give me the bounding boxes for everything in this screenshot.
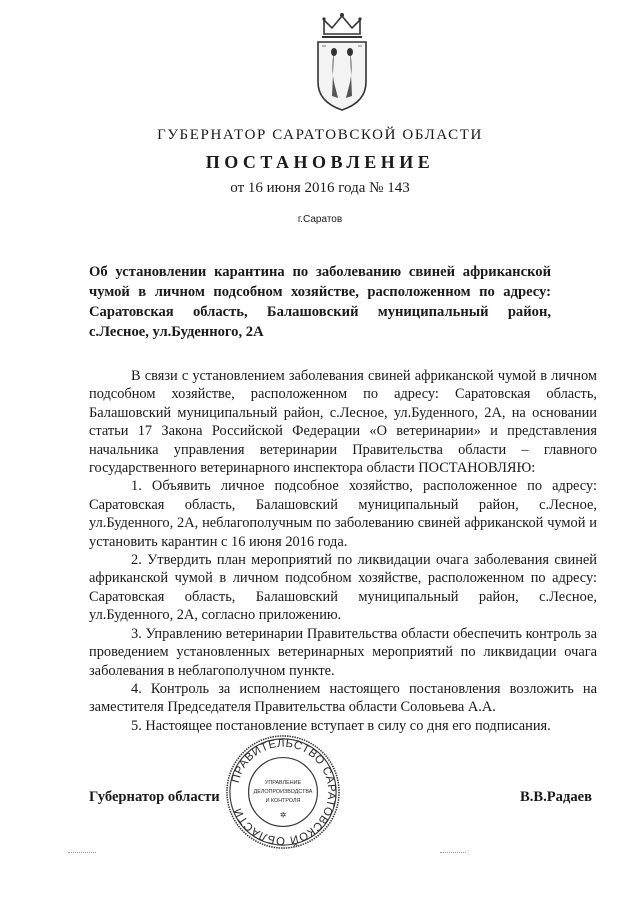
clause-5: 5. Настоящее постановление вступает в силу со дня его подписания. <box>131 717 551 734</box>
clause-1: 1. Объявить личное подсобное хозяйство, расположенное по адресу: Саратовская область, Балашовский муниципальный район, с.Лесное, ул.Буденного, 2А, неблагополучным по заболеванию свиней африканской чумой и установить карантин с 16 июня 2016 года. <box>89 478 597 550</box>
preamble-paragraph: В связи с установлением заболевания свиней африканской чумой в личном подсобном хозяйстве, расположенном по адресу: Саратовская область, Балашовский муниципальный район, с.Лесное, ул.Буденного, 2А, на основании статьи 17 Закона Российской Федерации «О ветеринарии» и представления начальника управления ветеринарии Правительства области – главного государственного ветеринарного инспектора области ПОСТАНОВЛЯЮ: <box>89 368 597 477</box>
stamp-ring-text: ПРАВИТЕЛЬСТВО САРАТОВСКОЙ ОБЛАСТИ <box>229 737 338 847</box>
coat-of-arms-icon <box>312 12 372 112</box>
signatory-position: Губернатор области <box>89 789 220 805</box>
document-title: Об установлении карантина по заболеванию свиней африканской чумой в личном подсобном хозяйстве, расположенном по адресу: Саратовская область, Балашовский муниципальный район, с.Лесное, ул.Буденного, 2А <box>89 264 551 340</box>
document-date-number: от 16 июня 2016 года № 143 <box>230 180 410 196</box>
document-body <box>89 367 597 735</box>
svg-text:✲: ✲ <box>279 810 287 820</box>
signatory-name: В.В.Радаев <box>520 789 593 805</box>
official-stamp <box>224 733 342 851</box>
document-type: ПОСТАНОВЛЕНИЕ <box>205 152 435 172</box>
stamp-line-3: И КОНТРОЛЯ <box>265 797 301 804</box>
stamp-line-1: УПРАВЛЕНИЕ <box>264 780 302 787</box>
clause-2: 2. Утвердить план мероприятий по ликвидации очага заболевания свиней африканской чумой в личном подсобном хозяйстве, расположенном по адресу: Саратовская область, Балашовский муниципальный район, с.Лесное, ул.Буденного, 2А, согласно приложению. <box>89 552 597 624</box>
stamp-line-2: ДЕЛОПРОИЗВОДСТВА <box>253 788 313 795</box>
scan-artifact-dots <box>68 852 96 855</box>
issuing-authority: ГУБЕРНАТОР САРАТОВСКОЙ ОБЛАСТИ <box>157 127 483 143</box>
issue-city: г.Саратов <box>297 214 343 225</box>
scan-artifact-dots <box>440 852 466 855</box>
clause-3: 3. Управлению ветеринарии Правительства области обеспечить контроль за проведением установленных ветеринарных мероприятий по ликвидации очага заболевания в неблагополучном пункте. <box>89 625 597 679</box>
clause-4: 4. Контроль за исполнением настоящего постановления возложить на заместителя Председателя Правительства области Соловьева А.А. <box>89 680 597 716</box>
